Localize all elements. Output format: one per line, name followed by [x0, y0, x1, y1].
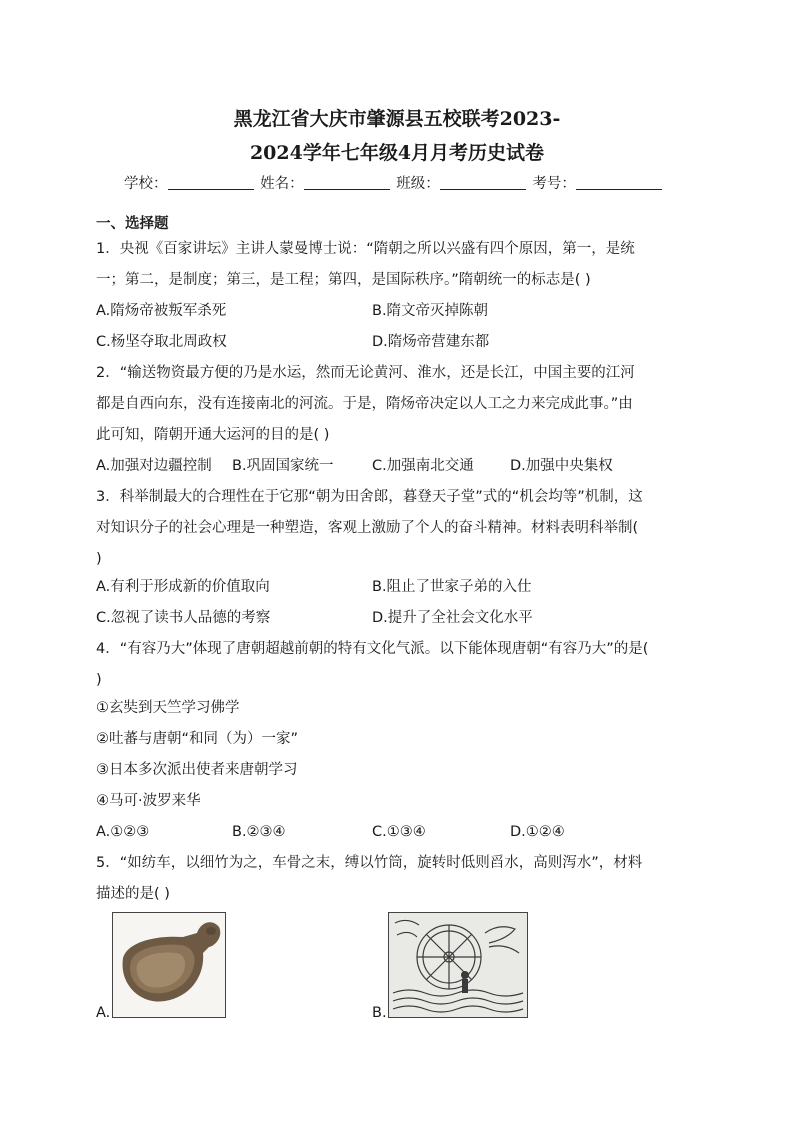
school-blank: [168, 175, 254, 190]
q1-option-a: A.隋炀帝被叛军杀死: [96, 303, 227, 319]
q5-option-a-image: [112, 912, 226, 1018]
name-label: 姓名：: [260, 176, 304, 192]
q4-statement-4: ④马可·波罗来华: [96, 793, 201, 809]
exam-title-line1: 黑龙江省大庆市肇源县五校联考2023-: [233, 108, 561, 130]
q5-option-b-label: B.: [372, 1005, 387, 1021]
exam-number-blank: [576, 175, 662, 190]
q3-stem-line3: ): [96, 551, 102, 567]
q4-stem-line1: 4．“有容乃大”体现了唐朝超越前朝的特有文化气派。以下能体现唐朝“有容乃大”的是(: [96, 641, 649, 657]
class-blank: [440, 175, 526, 190]
section-heading: 一、选择题: [96, 216, 169, 232]
q5-stem-line2: 描述的是( ): [96, 886, 170, 902]
q1-stem-line2: 一；第二，是制度；第三，是工程；第四，是国际秩序。”隋朝统一的标志是( ): [96, 272, 591, 288]
q2-option-a: A.加强对边疆控制: [96, 458, 212, 474]
water-wheel-engraving-icon: [389, 913, 527, 1017]
q4-statement-3: ③日本多次派出使者来唐朝学习: [96, 762, 298, 778]
q3-option-b: B.阻止了世家子弟的入仕: [372, 579, 532, 595]
q3-stem-line2: 对知识分子的社会心理是一种塑造，客观上激励了个人的奋斗精神。材料表明科举制(: [96, 520, 639, 536]
q2-stem-line2: 都是自西向东，没有连接南北的河流。于是，隋炀帝决定以人工之力来完成此事。”由: [96, 396, 633, 412]
q2-option-c: C.加强南北交通: [372, 458, 474, 474]
q1-stem-line1: 1．央视《百家讲坛》主讲人蒙曼博士说：“隋朝之所以兴盛有四个原因，第一，是统: [96, 241, 635, 257]
q1-option-d: D.隋炀帝营建东都: [372, 334, 490, 350]
q3-option-a: A.有利于形成新的价值取向: [96, 579, 270, 595]
wooden-scoop-icon: [113, 913, 225, 1017]
exam-number-label: 考号：: [532, 176, 576, 192]
q2-stem-line3: 此可知，隋朝开通大运河的目的是( ): [96, 427, 330, 443]
q2-option-d: D.加强中央集权: [510, 458, 613, 474]
q5-option-a-label: A.: [96, 1005, 111, 1021]
q4-option-d: D.①②④: [510, 824, 565, 840]
q2-stem-line1: 2．“输送物资最方便的乃是水运，然而无论黄河、淮水，还是长江，中国主要的江河: [96, 365, 635, 381]
name-blank: [304, 175, 390, 190]
q5-option-b-image: [388, 912, 528, 1018]
student-info-row: [124, 172, 664, 193]
class-label: 班级：: [396, 176, 440, 192]
q4-option-c: C.①③④: [372, 824, 426, 840]
q3-option-c: C.忽视了读书人品德的考察: [96, 610, 271, 626]
q4-option-b: B.②③④: [232, 824, 286, 840]
q1-option-c: C.杨坚夺取北周政权: [96, 334, 227, 350]
q4-statement-1: ①玄奘到天竺学习佛学: [96, 700, 240, 716]
q2-option-b: B.巩固国家统一: [232, 458, 334, 474]
school-label: 学校：: [124, 176, 168, 192]
q3-option-d: D.提升了全社会文化水平: [372, 610, 533, 626]
q5-stem-line1: 5．“如纺车，以细竹为之，车骨之末，缚以竹筒，旋转时低则舀水，高则泻水”，材料: [96, 855, 643, 871]
q3-stem-line1: 3．科举制最大的合理性在于它那“朝为田舍郎，暮登天子堂”式的“机会均等”机制，这: [96, 489, 643, 505]
exam-title-line2: 2024学年七年级4月月考历史试卷: [249, 142, 545, 164]
q4-option-a: A.①②③: [96, 824, 150, 840]
q4-statement-2: ②吐蕃与唐朝“和同（为）一家”: [96, 731, 299, 747]
q4-stem-line2: ): [96, 672, 102, 688]
q1-option-b: B.隋文帝灭掉陈朝: [372, 303, 489, 319]
